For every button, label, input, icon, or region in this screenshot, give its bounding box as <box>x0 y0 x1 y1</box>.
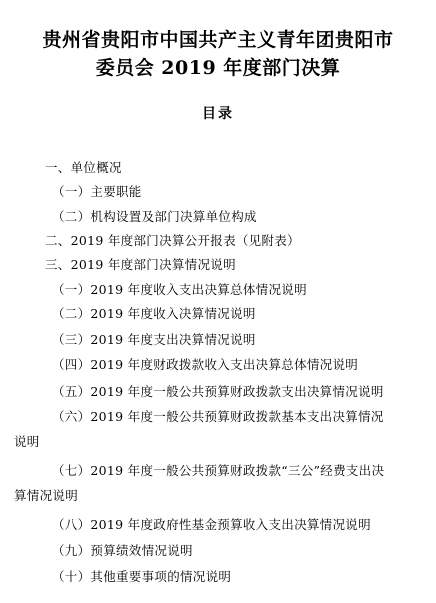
toc-entry: （十）其他重要事项的情况说明 <box>52 569 232 584</box>
toc-entry: （四）2019 年度财政拨款收入支出决算总体情况说明 <box>52 357 359 372</box>
toc-entry: 一、单位概况 <box>45 160 122 175</box>
toc-entry: （五）2019 年度一般公共预算财政拨款支出决算情况说明 <box>52 384 384 399</box>
title-line-1: 贵州省贵阳市中国共产主义青年团贵阳市 <box>42 29 394 51</box>
toc-entry: 三、2019 年度部门决算情况说明 <box>45 257 236 272</box>
toc-entry: （一）主要职能 <box>52 184 142 199</box>
toc-heading: 目录 <box>202 106 234 122</box>
title-line-2: 委员会 2019 年度部门决算 <box>95 57 341 79</box>
toc-entry: （八）2019 年度政府性基金预算收入支出决算情况说明 <box>52 517 371 532</box>
toc-entry: （三）2019 年度支出决算情况说明 <box>52 332 256 347</box>
toc-entry-continued: 说明 <box>14 434 40 449</box>
toc-entry: （二）机构设置及部门决算单位构成 <box>52 209 257 224</box>
toc-entry: （二）2019 年度收入决算情况说明 <box>52 306 256 321</box>
toc-entry-continued: 算情况说明 <box>14 488 79 503</box>
toc-entry: （一）2019 年度收入支出决算总体情况说明 <box>52 282 307 297</box>
toc-entry: （七）2019 年度一般公共预算财政拨款“三公”经费支出决 <box>52 463 385 478</box>
toc-entry: （六）2019 年度一般公共预算财政拨款基本支出决算情况 <box>52 409 384 424</box>
toc-entry: 二、2019 年度部门决算公开报表（见附表） <box>45 233 300 248</box>
toc-entry: （九）预算绩效情况说明 <box>52 543 193 558</box>
